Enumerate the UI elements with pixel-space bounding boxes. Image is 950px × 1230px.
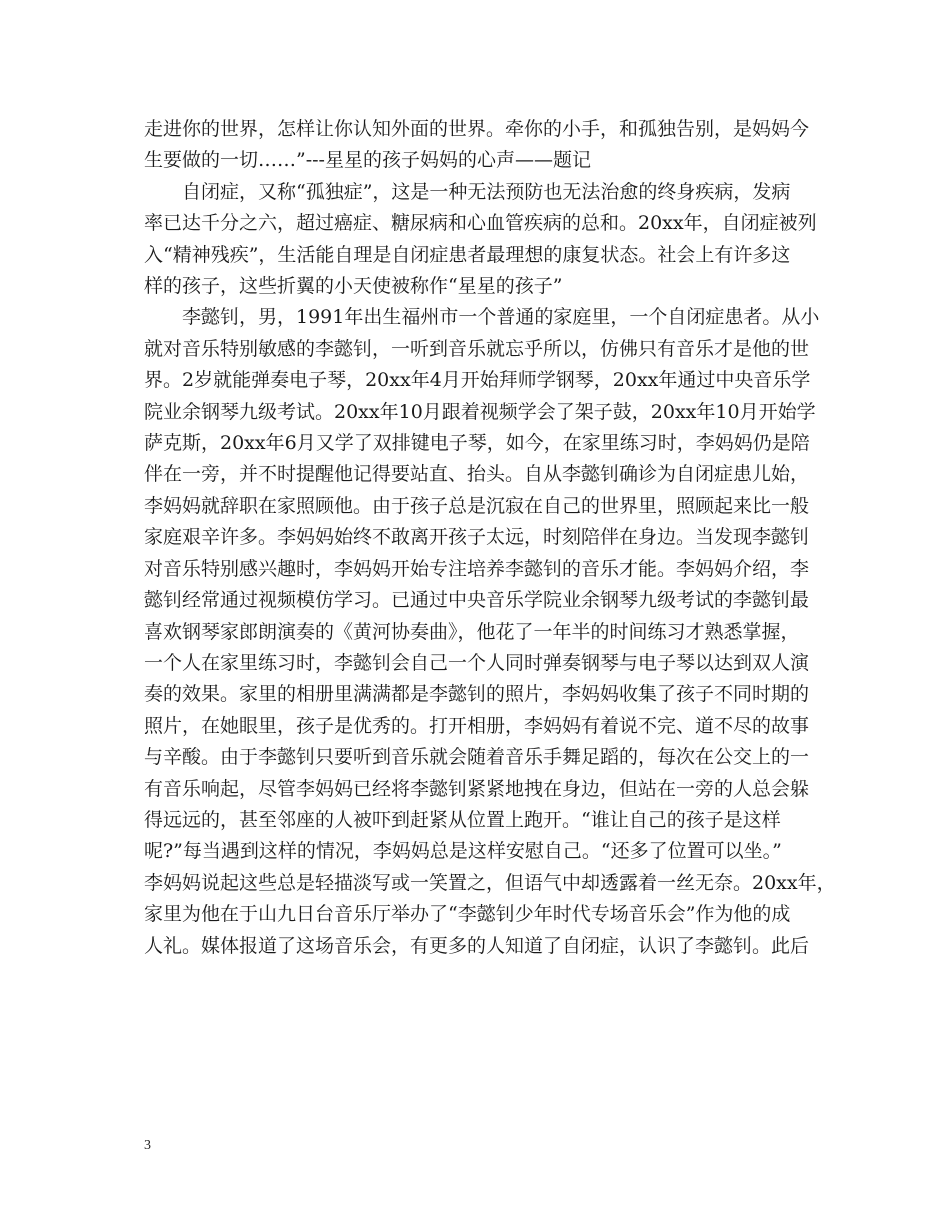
text-line: 一个人在家里练习时，李懿钊会自己一个人同时弹奏钢琴与电子琴以达到双人演 [144, 651, 810, 674]
body-text [144, 114, 836, 962]
text-line: 得远远的，甚至邻座的人被吓到赶紧从位置上跑开。“谁让自己的孩子是这样 [144, 808, 781, 831]
text-line: 有音乐响起，尽管李妈妈已经将李懿钊紧紧地拽在身边，但站在一旁的人总会躲 [144, 777, 810, 800]
text-line: 家里为他在于山九日台音乐厅举办了“李懿钊少年时代专场音乐会”作为他的成 [144, 903, 791, 926]
text-line: 就对音乐特别敏感的李懿钊，一听到音乐就忘乎所以，仿佛只有音乐才是他的世 [144, 337, 810, 360]
text-line: 入“精神残疾”，生活能自理是自闭症患者最理想的康复状态。社会上有许多这 [144, 243, 791, 266]
text-line: 伴在一旁，并不时提醒他记得要站直、抬头。自从李懿钊确诊为自闭症患儿始， [144, 463, 810, 486]
text-line: 走进你的世界，怎样让你认知外面的世界。牵你的小手，和孤独告别，是妈妈今 [144, 118, 810, 140]
text-line: 呢?”每当遇到这样的情况，李妈妈总是这样安慰自己。“还多了位置可以坐。” [144, 840, 782, 863]
text-line: 照片，在她眼里，孩子是优秀的。打开相册，李妈妈有着说不完、道不尽的故事 [144, 714, 810, 737]
text-line: 对音乐特别感兴趣时，李妈妈开始专注培养李懿钊的音乐才能。李妈妈介绍，李 [144, 557, 810, 580]
page-number: 3 [144, 1138, 151, 1153]
text-line: 喜欢钢琴家郎朗演奏的《黄河协奏曲》，他花了一年半的时间练习才熟悉掌握， [144, 620, 800, 643]
text-line: 界。2岁就能弹奏电子琴，20xx年4月开始拜师学钢琴，20xx年通过中央音乐学 [144, 369, 811, 392]
text-line: 人礼。媒体报道了这场音乐会，有更多的人知道了自闭症，认识了李懿钊。此后 [144, 934, 810, 957]
text-line: 家庭艰辛许多。李妈妈始终不敢离开孩子太远，时刻陪伴在身边。当发现李懿钊 [144, 526, 810, 549]
text-line: 院业余钢琴九级考试。20xx年10月跟着视频学会了架子鼓，20xx年10月开始学 [144, 400, 816, 423]
text-line: 与辛酸。由于李懿钊只要听到音乐就会随着音乐手舞足蹈的，每次在公交上的一 [144, 746, 810, 769]
text-line: 生要做的一切……”---星星的孩子妈妈的心声——题记 [144, 149, 591, 172]
text-line: 萨克斯，20xx年6月又学了双排键电子琴，如今，在家里练习时，李妈妈仍是陪 [144, 432, 810, 455]
text-line: 率已达千分之六，超过癌症、糖尿病和心血管疾病的总和。20xx年，自闭症被列 [144, 212, 817, 235]
text-line: 懿钊经常通过视频模仿学习。已通过中央音乐学院业余钢琴九级考试的李懿钊最 [144, 589, 810, 612]
text-line: 样的孩子，这些折翼的小天使被称作“星星的孩子” [144, 275, 563, 298]
paragraph-start-line: 李懿钊，男，1991年出生福州市一个普通的家庭里，一个自闭症患者。从小 [182, 306, 820, 329]
text-line: 李妈妈就辞职在家照顾他。由于孩子总是沉寂在自己的世界里，照顾起来比一般 [144, 494, 810, 517]
text-line: 李妈妈说起这些总是轻描淡写或一笑置之，但语气中却透露着一丝无奈。20xx年， [144, 871, 836, 894]
paragraph-start-line: 自闭症，又称“孤独症”，这是一种无法预防也无法治愈的终身疾病，发病 [182, 180, 791, 203]
text-line: 奏的效果。家里的相册里满满都是李懿钊的照片，李妈妈收集了孩子不同时期的 [144, 683, 810, 706]
